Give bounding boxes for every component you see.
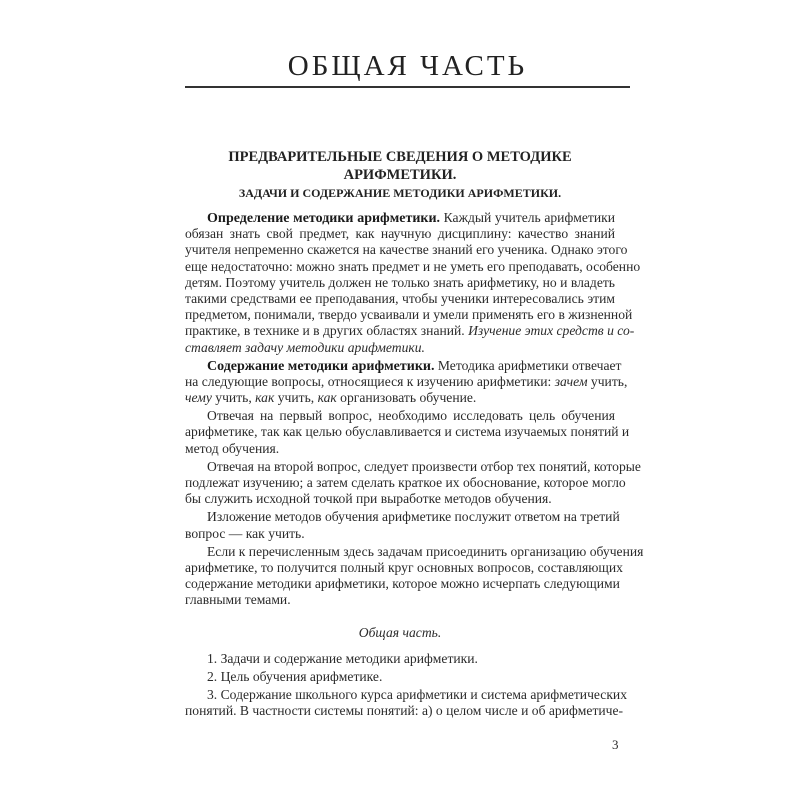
text-run: обязан знать свой предмет, как научную дисциплину: качество знаний [185, 226, 615, 242]
topic-list [185, 650, 627, 720]
text-run: арифметике, то получится полный круг основных вопросов, составляющих [185, 559, 623, 575]
text-run: такими средствами ее преподавания, чтобы ученики интересовались этим [185, 290, 615, 306]
text-run: вопрос — как учить. [185, 525, 305, 541]
text-run: учить, [274, 390, 318, 406]
text-line [185, 491, 615, 507]
text-line [185, 390, 615, 406]
text-run: 1. Задачи и содержание методики арифметики. [207, 650, 478, 666]
section-subheading: ЗАДАЧИ И СОДЕРЖАНИЕ МЕТОДИКИ АРИФМЕТИКИ. [238, 186, 562, 200]
text-run: понятий. В частности системы понятий: а) о целом числе и об арифметиче- [185, 703, 624, 719]
text-run: 2. Цель обучения арифметике. [207, 668, 383, 684]
text-run: Каждый учитель арифметики [440, 210, 615, 225]
text-line [185, 373, 628, 390]
run-in-heading: Содержание методики арифметики. [207, 358, 435, 374]
text-line [185, 576, 620, 592]
text-run: Методика арифметики отвечает [434, 357, 622, 373]
text-run: учителя непременно скажется на качестве знаний его ученика. Однако этого [185, 242, 628, 258]
text-line [185, 408, 615, 424]
text-line [185, 458, 641, 475]
text-line [185, 441, 615, 457]
running-header-title: ОБЩАЯ ЧАСТЬ [287, 50, 528, 82]
text-run: предметом, понимали, твердо усваивали и умели применять его в жизненной [185, 307, 633, 323]
text-run: практике, в технике и в других областях знаний. [185, 323, 469, 339]
text-line [185, 509, 620, 525]
text-line [185, 323, 635, 339]
emphasis-text: Изучение этих средств и со- [468, 323, 635, 339]
chapter-heading [185, 148, 615, 184]
text-line [185, 526, 615, 542]
text-run: еще недостаточно: можно знать предмет и не уметь его преподавать, особенно [185, 258, 641, 274]
list-item-line [185, 703, 624, 719]
text-line [185, 340, 615, 356]
text-run: главными темами. [185, 592, 291, 608]
text-run: бы служить исходной точкой при выработке методов обучения. [185, 491, 552, 507]
text-line [185, 543, 644, 560]
emphasis-text: чему [185, 390, 212, 406]
text-run: организовать обучение. [336, 390, 477, 406]
text-run: содержание методики арифметики, которое можно исчерпать следующими [185, 576, 620, 592]
chapter-heading-line-1: ПРЕДВАРИТЕЛЬНЫЕ СВЕДЕНИЯ О МЕТОДИКЕ [228, 149, 572, 165]
emphasis-text: как [255, 390, 275, 406]
text-line [185, 592, 615, 608]
page-number: 3 [612, 737, 619, 752]
text-line [185, 357, 622, 374]
text-line [185, 258, 641, 275]
text-run: детям. Поэтому учитель должен не только знать арифметику, но и владеть [185, 274, 615, 290]
list-item-line [185, 651, 615, 667]
text-line [185, 291, 615, 307]
text-run: подлежат изучению; а затем сделать краткое их обоснование, которое могло [185, 475, 626, 490]
text-run: Изложение методов обучения арифметике послужит ответом на третий [207, 509, 620, 525]
text-run: на следующие вопросы, относящиеся к изучению арифметики: [185, 373, 555, 389]
text-line [185, 275, 615, 291]
body-text [185, 210, 644, 719]
text-line [185, 559, 623, 576]
list-item-line [185, 687, 627, 703]
text-run: 3. Содержание школьного курса арифметики и система арифметических [207, 687, 627, 703]
text-run: Отвечая на второй вопрос, следует произвести отбор тех понятий, которые [207, 458, 641, 474]
text-run: метод обучения. [185, 440, 280, 456]
paragraphs [185, 210, 644, 609]
text-run: учить, [587, 373, 628, 389]
text-line [185, 424, 630, 440]
text-line [185, 242, 628, 258]
list-item-line [185, 669, 615, 685]
text-run: арифметике, так как целью обуславливается и система изучаемых понятий и [185, 424, 630, 440]
text-run: Отвечая на первый вопрос, необходимо исследовать цель обучения [207, 408, 615, 424]
run-in-heading: Определение методики арифметики. [207, 211, 441, 226]
text-line [185, 226, 615, 242]
section-title: Общая часть. [358, 624, 442, 640]
text-run: учить, [211, 390, 256, 406]
chapter-heading-line-2: АРИФМЕТИКИ. [343, 167, 457, 183]
header-rule [185, 86, 630, 88]
text-line [185, 210, 615, 226]
emphasis-text: ставляет задачу методики арифметики. [185, 339, 425, 355]
text-line [185, 475, 626, 491]
text-run: Если к перечисленным здесь задачам присоединить организацию обучения [207, 543, 644, 559]
text-line [185, 307, 633, 323]
emphasis-text: как [317, 390, 337, 406]
emphasis-text: зачем [554, 373, 588, 389]
